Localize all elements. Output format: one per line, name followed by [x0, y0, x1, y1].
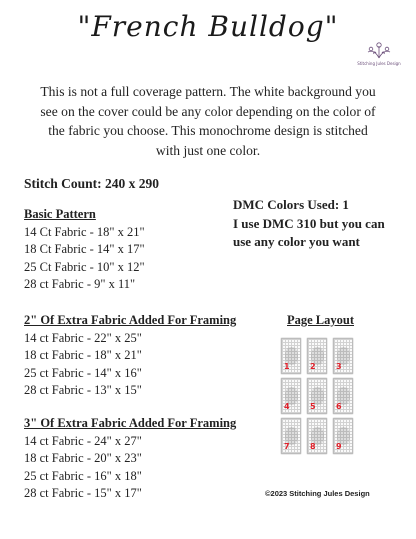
fabric-size-row: 18 ct Fabric - 20" x 23" [24, 451, 142, 466]
page-number: 6 [336, 402, 342, 411]
fabric-size-row: 18 Ct Fabric - 14" x 17" [24, 242, 145, 257]
section-heading: 3" Of Extra Fabric Added For Framing [24, 416, 237, 430]
fabric-size-row: 14 ct Fabric - 22" x 25" [24, 331, 142, 345]
page-number: 2 [310, 362, 316, 371]
layout-page-thumb [307, 378, 327, 414]
layout-page-thumb [333, 338, 353, 374]
page-layout-title: Page Layout [287, 313, 355, 327]
fabric-size-row: 28 ct Fabric - 15" x 17" [24, 486, 142, 501]
copyright-notice: ©2023 Stitching Jules Design [265, 489, 370, 498]
extra-3in-section [24, 416, 236, 503]
page-number: 7 [284, 442, 290, 451]
stitch-count: Stitch Count: 240 x 290 [24, 176, 160, 191]
fabric-size-row: 28 ct Fabric - 13" x 15" [24, 383, 142, 398]
page-layout-grid [281, 338, 353, 454]
layout-page-thumb [281, 378, 301, 414]
dmc-note-line: use any color you want [233, 234, 360, 249]
fabric-size-row: 14 ct Fabric - 24" x 27" [24, 434, 142, 448]
fabric-size-row: 28 ct Fabric - 9" x 11" [24, 277, 136, 292]
intro-paragraph: This is not a full coverage pattern. The white background you see on the cover could be any color depending on the color of the fabric you choose. This monochrome design is stitched with just one color. [40, 84, 376, 158]
fabric-size-row: 25 Ct Fabric - 10" x 12" [24, 259, 145, 274]
extra-2in-section [24, 313, 236, 400]
page-number: 8 [310, 442, 316, 451]
fabric-size-row: 14 Ct Fabric - 18" x 21" [24, 225, 145, 239]
pattern-title: "French Bulldog" [77, 10, 339, 43]
section-heading: 2" Of Extra Fabric Added For Framing [24, 313, 237, 327]
floral-logo-icon [364, 40, 394, 60]
page-number: 9 [336, 442, 342, 451]
layout-page-thumb [281, 338, 301, 374]
logo-text: Stitching Jules Design [357, 61, 401, 66]
dmc-note-line: I use DMC 310 but you can [233, 215, 385, 231]
layout-page-thumb [333, 418, 353, 454]
layout-page-thumb [307, 338, 327, 374]
page-number: 4 [284, 402, 290, 411]
fabric-size-row: 25 ct Fabric - 14" x 16" [24, 365, 142, 380]
page-number: 5 [310, 402, 316, 411]
fabric-size-row: 25 ct Fabric - 16" x 18" [24, 468, 142, 483]
section-heading: Basic Pattern [24, 207, 96, 221]
dmc-colors-count: DMC Colors Used: 1 [233, 197, 349, 212]
basic-pattern-section [24, 207, 145, 294]
layout-page-thumb [281, 418, 301, 454]
page-number: 1 [284, 362, 290, 371]
layout-page-thumb [307, 418, 327, 454]
fabric-size-row: 18 ct Fabric - 18" x 21" [24, 348, 142, 363]
layout-page-thumb [333, 378, 353, 414]
dmc-colors-info [233, 196, 413, 252]
page-number: 3 [336, 362, 342, 371]
brand-logo [350, 40, 408, 70]
